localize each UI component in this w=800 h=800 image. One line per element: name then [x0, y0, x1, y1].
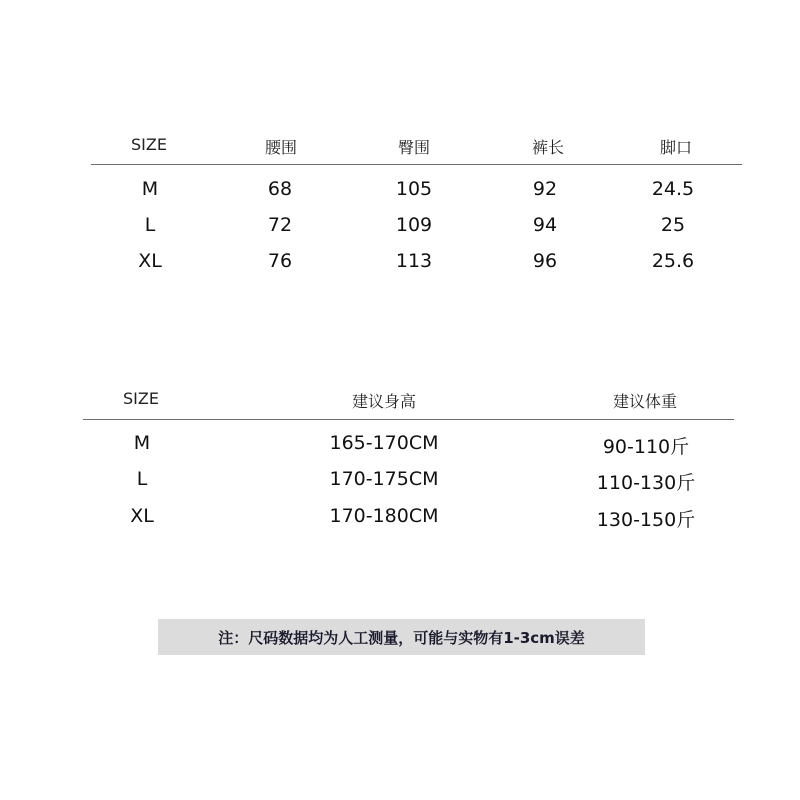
cell-size: M	[133, 432, 151, 454]
cell-waist: 72	[267, 214, 293, 236]
cell-weight: 90-110斤	[602, 436, 690, 458]
header-hip: 臀围	[397, 138, 431, 157]
cell-length: 96	[532, 250, 558, 272]
header-height: 建议身高	[351, 392, 417, 411]
cell-length: 92	[532, 178, 558, 200]
cell-size: XL	[138, 250, 162, 272]
cell-height: 165-170CM	[329, 432, 439, 454]
cell-weight: 130-150斤	[596, 509, 696, 531]
header-size: SIZE	[131, 135, 167, 154]
header-divider	[83, 419, 734, 420]
cell-weight: 110-130斤	[596, 472, 696, 494]
cell-leg-opening: 25.6	[651, 250, 695, 272]
header-size: SIZE	[123, 389, 159, 408]
cell-height: 170-175CM	[329, 468, 439, 490]
cell-leg-opening: 25	[660, 214, 686, 236]
cell-size: XL	[130, 505, 154, 527]
cell-hip: 105	[395, 178, 433, 200]
header-leg-opening: 脚口	[659, 138, 693, 157]
cell-height: 170-180CM	[329, 505, 439, 527]
measurement-note	[158, 619, 645, 655]
cell-hip: 109	[395, 214, 433, 236]
cell-size: L	[136, 468, 148, 490]
cell-waist: 76	[267, 250, 293, 272]
cell-size: M	[141, 178, 159, 200]
header-weight: 建议体重	[612, 392, 678, 411]
header-length: 裤长	[531, 138, 565, 157]
cell-size: L	[144, 214, 156, 236]
cell-leg-opening: 24.5	[651, 178, 695, 200]
cell-length: 94	[532, 214, 558, 236]
header-waist: 腰围	[264, 138, 298, 157]
note-text: 注：尺码数据均为人工测量，可能与实物有1-3cm误差	[218, 628, 585, 647]
cell-waist: 68	[267, 178, 293, 200]
header-divider	[91, 164, 742, 165]
cell-hip: 113	[395, 250, 433, 272]
